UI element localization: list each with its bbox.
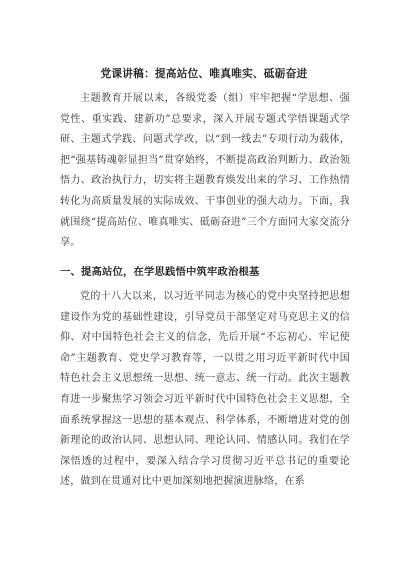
intro-paragraph: 主题教育开展以来，各级党委（组）牢牢把握“学思想、强党性、重实践、建新功”总要求，深入开展专题式学悟课题式学研、主题式学践、问题式学改，以“到一线去”专项行动为载体，把“强基铸魂彰显担当”贯穿始终，不断提高政治判断力、政治领悟力、政治执行力，切实将主题教育焕发出来的学习、工作热情转化为高质量发展的实际成效、干事创业的强大动力。下面，我就围绕“提高站位、唯真唯实、砥砺奋进”三个方面同大家交流分享。	[60, 93, 350, 249]
section-heading: 一、提高站位，在学思践悟中筑牢政治根基	[60, 266, 260, 278]
document-title: 党课讲稿：提高站位、唯真唯实、砥砺奋进	[100, 68, 308, 80]
section-paragraph: 党的十八大以来，以习近平同志为核心的党中央坚持把思想建设作为党的基础性建设，引导党员干部坚定对马克思主义的信仰、对中国特色社会主义的信念，先后开展“不忘初心、牢记使命”主题教育、党史学习教育等，一以贯之用习近平新时代中国特色社会主义思想统一思想、统一意志、统一行动。此次主题教育进一步聚焦学习领会习近平新时代中国特色社会主义思想，全面系统掌握这一思想的基本观点、科学体系，不断增进对党的创新理论的政治认同、思想认同、理论认同、情感认同。我们在学深悟透的过程中，要深入结合学习贯彻习近平总书记的重要论述，做到在贯通对比中更加深刻地把握演进脉络，在系	[60, 291, 350, 488]
